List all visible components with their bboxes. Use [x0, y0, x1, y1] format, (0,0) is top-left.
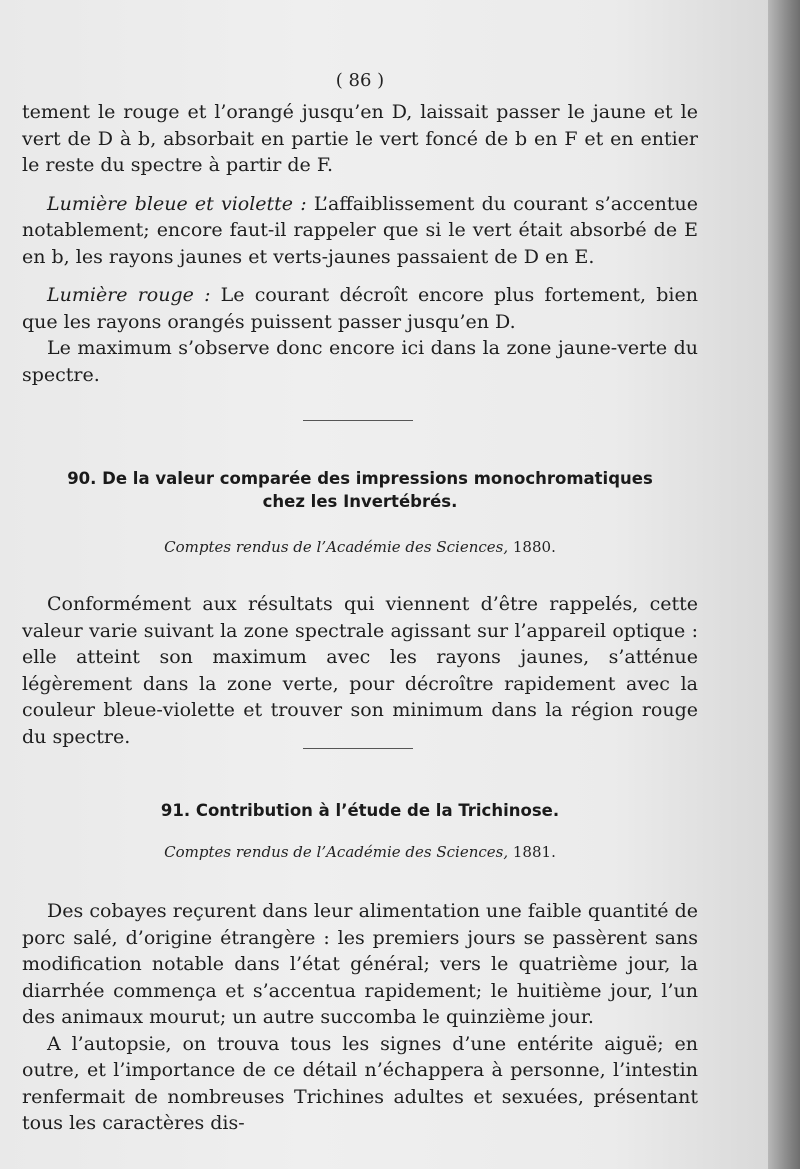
section-90-source-journal: Comptes rendus de l’Académie des Sciences, — [164, 538, 509, 556]
section-divider-rule — [303, 748, 413, 749]
section-91-body — [22, 898, 698, 1137]
label-blue-violet-light: Lumière bleue et violette : — [47, 192, 307, 215]
section-91-source — [22, 843, 698, 861]
intro-text-block — [22, 99, 698, 388]
section-divider-rule — [303, 420, 413, 421]
paragraph-maximum: Le maximum s’observe donc encore ici dans la zone jaune-verte du spectre. — [22, 337, 698, 386]
section-91-source-journal: Comptes rendus de l’Académie des Sciences, — [164, 843, 509, 861]
paragraph-spectrum-absorption: tement le rouge et l’orangé jusqu’en D, laissait passer le jaune et le vert de D à b, absorbait en partie le vert foncé de b en F et en entier le reste du spectre à partir de F. — [22, 101, 698, 176]
section-90-body — [22, 591, 698, 750]
section-91-paragraph-2: A l’autopsie, on trouva tous les signes d’une entérite aiguë; en outre, et l’importance de ce détail n’échappera à personne, l’intestin renfermait de nombreuses Trichines adultes et sexuées, présentant tous les caractères dis- — [22, 1032, 698, 1134]
page-edge-shadow — [768, 0, 800, 1169]
section-90-source-year: 1880. — [508, 538, 556, 556]
section-90-heading-line2: chez les Invertébrés. — [262, 492, 458, 511]
section-91-source-year: 1881. — [508, 843, 556, 861]
label-red-light: Lumière rouge : — [47, 284, 211, 306]
section-90-source — [22, 538, 698, 556]
section-91-paragraph-1: Des cobayes reçurent dans leur alimentation une faible quantité de porc salé, d’origine étrangère : les premiers jours se passèrent sans modification notable dans l’état général; vers le quatrième jour, la diarrhée commença et s’accentua rapidement; le huitième jour, l’un des animaux mourut; un autre succomba le quinzième jour. — [22, 900, 698, 1028]
text-blue-violet-light: L’affaiblissement du courant s’accentue notablement; encore faut-il rappeler que si le vert était absorbé de E en b, les rayons jaunes et verts-jaunes passaient de D en E. — [22, 192, 698, 268]
paragraph-blue-violet — [22, 191, 698, 271]
section-90-paragraph: Conformément aux résultats qui viennent d’être rappelés, cette valeur varie suivant la zone spectrale agissant sur l’appareil optique : elle atteint son maximum avec les rayons jaunes, s’atténue légèrement dans la zone verte, pour décroître rapidement avec la couleur bleue-violette et trouver son minimum dans la région rouge du spectre. — [22, 593, 698, 748]
text-red-light: Le courant décroît encore plus fortement, bien que les rayons orangés puissent passer jusqu’en D. — [22, 284, 698, 333]
section-90-heading — [22, 467, 698, 513]
page-number: ( 86 ) — [335, 70, 385, 91]
paragraph-red-light — [22, 282, 698, 335]
section-90-heading-line1: 90. De la valeur comparée des impressions monochromatiques — [67, 469, 653, 488]
section-91-heading: 91. Contribution à l’étude de la Trichinose. — [160, 801, 560, 820]
